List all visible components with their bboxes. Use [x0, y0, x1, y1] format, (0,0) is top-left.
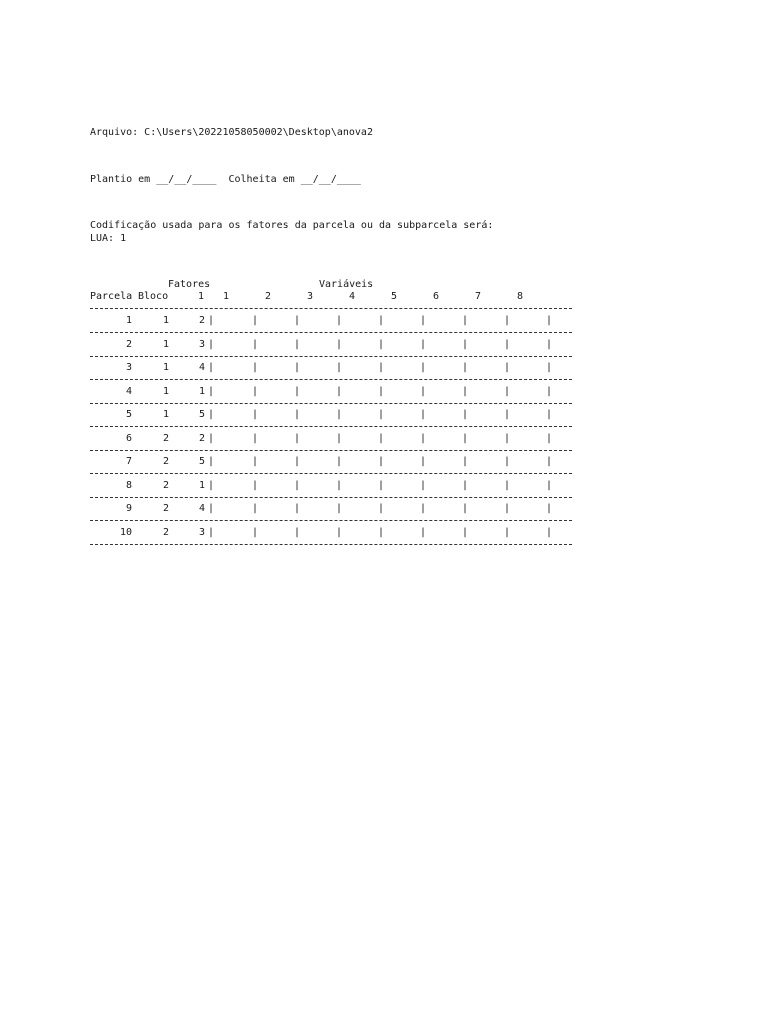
row-separator — [90, 356, 572, 357]
value-cell-variavel-4 — [343, 503, 377, 515]
column-divider: | — [208, 362, 215, 373]
value-cell-variavel-2 — [259, 315, 293, 327]
cell-bloco: 2 — [162, 526, 169, 538]
cell-bloco: 2 — [162, 456, 169, 467]
column-divider: | — [252, 479, 259, 491]
column-divider: | — [504, 409, 511, 420]
value-cell-variavel-2 — [259, 503, 293, 515]
value-cell-variavel-4 — [343, 362, 377, 374]
cell-bloco: 1 — [162, 385, 169, 397]
value-cell-variavel-4 — [343, 527, 377, 539]
cell-fator: 1 — [198, 479, 205, 491]
row-separator — [90, 497, 572, 498]
column-divider: | — [252, 432, 259, 444]
column-divider: | — [462, 479, 469, 491]
column-header-fator-1: 1 — [198, 291, 205, 302]
column-divider: | — [462, 503, 469, 514]
column-divider: | — [420, 409, 427, 420]
row-separator — [90, 473, 572, 474]
value-cell-variavel-1 — [215, 339, 251, 351]
column-divider: | — [504, 362, 511, 373]
column-divider: | — [462, 315, 469, 326]
value-cell-variavel-8 — [511, 527, 545, 539]
column-header-bloco: Bloco — [138, 291, 169, 302]
value-cell-variavel-3 — [301, 480, 335, 492]
column-divider: | — [336, 503, 343, 514]
column-divider: | — [208, 338, 215, 350]
column-divider: | — [504, 432, 511, 444]
coding-description-line: Codificação usada para os fatores da parcela ou da subparcela será: — [90, 220, 494, 231]
column-divider: | — [294, 432, 301, 444]
column-divider: | — [546, 526, 553, 538]
value-cell-variavel-2 — [259, 362, 293, 374]
value-cell-variavel-6 — [427, 456, 461, 468]
column-divider: | — [208, 432, 215, 444]
value-cell-variavel-4 — [343, 433, 377, 445]
value-cell-variavel-3 — [301, 527, 335, 539]
row-separator — [90, 403, 572, 404]
value-cell-variavel-6 — [427, 527, 461, 539]
column-divider: | — [420, 503, 427, 514]
cell-bloco: 2 — [162, 503, 169, 514]
column-divider: | — [420, 338, 427, 350]
value-cell-variavel-3 — [301, 433, 335, 445]
value-cell-variavel-1 — [215, 503, 251, 515]
value-cell-variavel-4 — [343, 480, 377, 492]
value-cell-variavel-5 — [385, 386, 419, 398]
value-cell-variavel-3 — [301, 386, 335, 398]
column-divider: | — [336, 315, 343, 326]
value-cell-variavel-7 — [469, 456, 503, 468]
value-cell-variavel-5 — [385, 480, 419, 492]
value-cell-variavel-1 — [215, 527, 251, 539]
column-divider: | — [336, 479, 343, 491]
column-divider: | — [462, 362, 469, 373]
value-cell-variavel-3 — [301, 409, 335, 421]
value-cell-variavel-3 — [301, 339, 335, 351]
column-divider: | — [208, 503, 215, 514]
value-cell-variavel-8 — [511, 409, 545, 421]
cell-parcela: 9 — [125, 503, 132, 514]
column-divider: | — [294, 479, 301, 491]
column-divider: | — [208, 315, 215, 326]
column-divider: | — [504, 503, 511, 514]
column-header-variavel-2: 2 — [265, 291, 272, 302]
column-divider: | — [252, 315, 259, 326]
column-divider: | — [294, 362, 301, 373]
value-cell-variavel-6 — [427, 433, 461, 445]
value-cell-variavel-8 — [511, 433, 545, 445]
value-cell-variavel-2 — [259, 339, 293, 351]
column-divider: | — [336, 338, 343, 350]
column-divider: | — [546, 315, 553, 326]
value-cell-variavel-2 — [259, 433, 293, 445]
cell-fator: 5 — [198, 456, 205, 467]
value-cell-variavel-7 — [469, 503, 503, 515]
column-divider: | — [420, 479, 427, 491]
value-cell-variavel-5 — [385, 503, 419, 515]
column-divider: | — [504, 385, 511, 397]
column-divider: | — [462, 432, 469, 444]
column-divider: | — [336, 432, 343, 444]
row-separator — [90, 450, 572, 451]
group-header-variaveis: Variáveis — [319, 279, 374, 290]
value-cell-variavel-1 — [215, 433, 251, 445]
column-header-parcela: Parcela — [90, 291, 133, 302]
file-path-line: Arquivo: C:\Users\20221058050002\Desktop\anova2 — [90, 127, 373, 138]
cell-fator: 1 — [198, 385, 205, 397]
column-divider: | — [546, 503, 553, 514]
column-divider: | — [420, 456, 427, 467]
cell-fator: 2 — [198, 432, 205, 444]
value-cell-variavel-7 — [469, 339, 503, 351]
cell-fator: 4 — [198, 503, 205, 514]
value-cell-variavel-2 — [259, 409, 293, 421]
value-cell-variavel-5 — [385, 362, 419, 374]
cell-parcela: 6 — [125, 432, 132, 444]
column-header-variavel-5: 5 — [391, 291, 398, 302]
column-divider: | — [462, 409, 469, 420]
cell-parcela: 10 — [119, 526, 132, 538]
value-cell-variavel-2 — [259, 480, 293, 492]
column-divider: | — [546, 479, 553, 491]
column-divider: | — [378, 315, 385, 326]
cell-bloco: 1 — [162, 338, 169, 350]
value-cell-variavel-4 — [343, 339, 377, 351]
value-cell-variavel-6 — [427, 315, 461, 327]
column-divider: | — [378, 503, 385, 514]
column-header-variavel-4: 4 — [349, 291, 356, 302]
column-divider: | — [378, 338, 385, 350]
value-cell-variavel-4 — [343, 456, 377, 468]
column-divider: | — [546, 338, 553, 350]
value-cell-variavel-1 — [215, 409, 251, 421]
row-separator — [90, 520, 572, 521]
value-cell-variavel-7 — [469, 433, 503, 445]
column-divider: | — [378, 456, 385, 467]
column-divider: | — [546, 432, 553, 444]
column-divider: | — [462, 456, 469, 467]
value-cell-variavel-5 — [385, 433, 419, 445]
column-divider: | — [294, 315, 301, 326]
column-divider: | — [208, 385, 215, 397]
value-cell-variavel-1 — [215, 456, 251, 468]
column-divider: | — [504, 456, 511, 467]
column-divider: | — [252, 456, 259, 467]
value-cell-variavel-3 — [301, 315, 335, 327]
cell-parcela: 7 — [125, 456, 132, 467]
column-divider: | — [294, 456, 301, 467]
column-divider: | — [546, 456, 553, 467]
column-divider: | — [378, 479, 385, 491]
cell-bloco: 2 — [162, 479, 169, 491]
column-divider: | — [294, 338, 301, 350]
row-separator — [90, 426, 572, 427]
cell-bloco: 2 — [162, 432, 169, 444]
value-cell-variavel-6 — [427, 503, 461, 515]
value-cell-variavel-7 — [469, 480, 503, 492]
column-divider: | — [252, 385, 259, 397]
group-header-fatores: Fatores — [168, 279, 211, 290]
value-cell-variavel-2 — [259, 527, 293, 539]
cell-bloco: 1 — [162, 362, 169, 373]
column-divider: | — [252, 362, 259, 373]
value-cell-variavel-3 — [301, 362, 335, 374]
value-cell-variavel-1 — [215, 362, 251, 374]
column-divider: | — [294, 385, 301, 397]
cell-fator: 5 — [198, 409, 205, 420]
column-divider: | — [336, 456, 343, 467]
value-cell-variavel-3 — [301, 503, 335, 515]
value-cell-variavel-1 — [215, 386, 251, 398]
value-cell-variavel-7 — [469, 409, 503, 421]
column-divider: | — [546, 385, 553, 397]
column-divider: | — [378, 526, 385, 538]
value-cell-variavel-6 — [427, 480, 461, 492]
cell-parcela: 4 — [125, 385, 132, 397]
column-divider: | — [462, 385, 469, 397]
column-header-variavel-8: 8 — [517, 291, 524, 302]
column-divider: | — [294, 503, 301, 514]
column-divider: | — [420, 362, 427, 373]
column-divider: | — [420, 385, 427, 397]
column-divider: | — [252, 526, 259, 538]
cell-parcela: 1 — [125, 315, 132, 326]
row-separator — [90, 379, 572, 380]
value-cell-variavel-5 — [385, 456, 419, 468]
cell-fator: 2 — [198, 315, 205, 326]
value-cell-variavel-7 — [469, 386, 503, 398]
column-divider: | — [462, 338, 469, 350]
value-cell-variavel-7 — [469, 362, 503, 374]
value-cell-variavel-8 — [511, 362, 545, 374]
value-cell-variavel-2 — [259, 456, 293, 468]
cell-bloco: 1 — [162, 315, 169, 326]
column-divider: | — [252, 338, 259, 350]
column-header-variavel-1: 1 — [223, 291, 230, 302]
cell-fator: 3 — [198, 526, 205, 538]
column-divider: | — [504, 479, 511, 491]
value-cell-variavel-8 — [511, 456, 545, 468]
value-cell-variavel-8 — [511, 386, 545, 398]
column-divider: | — [294, 526, 301, 538]
value-cell-variavel-4 — [343, 409, 377, 421]
planting-harvest-line: Plantio em __/__/____ Colheita em __/__/____ — [90, 174, 361, 185]
value-cell-variavel-1 — [215, 480, 251, 492]
cell-parcela: 8 — [125, 479, 132, 491]
value-cell-variavel-4 — [343, 315, 377, 327]
column-divider: | — [462, 526, 469, 538]
value-cell-variavel-3 — [301, 456, 335, 468]
value-cell-variavel-8 — [511, 315, 545, 327]
value-cell-variavel-5 — [385, 527, 419, 539]
row-separator — [90, 332, 572, 333]
cell-fator: 4 — [198, 362, 205, 373]
value-cell-variavel-7 — [469, 527, 503, 539]
row-separator — [90, 544, 572, 545]
column-divider: | — [420, 315, 427, 326]
column-divider: | — [420, 432, 427, 444]
column-divider: | — [252, 503, 259, 514]
value-cell-variavel-6 — [427, 386, 461, 398]
value-cell-variavel-6 — [427, 339, 461, 351]
column-divider: | — [336, 409, 343, 420]
column-divider: | — [336, 385, 343, 397]
column-header-variavel-7: 7 — [475, 291, 482, 302]
column-divider: | — [208, 456, 215, 467]
column-divider: | — [378, 362, 385, 373]
column-divider: | — [208, 479, 215, 491]
column-divider: | — [252, 409, 259, 420]
value-cell-variavel-5 — [385, 409, 419, 421]
value-cell-variavel-5 — [385, 339, 419, 351]
column-header-variavel-6: 6 — [433, 291, 440, 302]
value-cell-variavel-8 — [511, 480, 545, 492]
cell-fator: 3 — [198, 338, 205, 350]
column-header-variavel-3: 3 — [307, 291, 314, 302]
column-divider: | — [504, 315, 511, 326]
column-divider: | — [420, 526, 427, 538]
header-separator — [90, 308, 572, 309]
column-divider: | — [378, 432, 385, 444]
value-cell-variavel-8 — [511, 339, 545, 351]
cell-parcela: 2 — [125, 338, 132, 350]
cell-parcela: 5 — [125, 409, 132, 420]
lua-line: LUA: 1 — [90, 233, 127, 244]
column-divider: | — [378, 409, 385, 420]
column-divider: | — [546, 362, 553, 373]
value-cell-variavel-8 — [511, 503, 545, 515]
column-divider: | — [336, 362, 343, 373]
value-cell-variavel-6 — [427, 409, 461, 421]
value-cell-variavel-2 — [259, 386, 293, 398]
column-divider: | — [208, 526, 215, 538]
column-divider: | — [504, 338, 511, 350]
column-divider: | — [546, 409, 553, 420]
value-cell-variavel-4 — [343, 386, 377, 398]
value-cell-variavel-5 — [385, 315, 419, 327]
column-divider: | — [208, 409, 215, 420]
cell-parcela: 3 — [125, 362, 132, 373]
column-divider: | — [504, 526, 511, 538]
value-cell-variavel-7 — [469, 315, 503, 327]
column-divider: | — [336, 526, 343, 538]
value-cell-variavel-1 — [215, 315, 251, 327]
value-cell-variavel-6 — [427, 362, 461, 374]
cell-bloco: 1 — [162, 409, 169, 420]
column-divider: | — [294, 409, 301, 420]
column-divider: | — [378, 385, 385, 397]
